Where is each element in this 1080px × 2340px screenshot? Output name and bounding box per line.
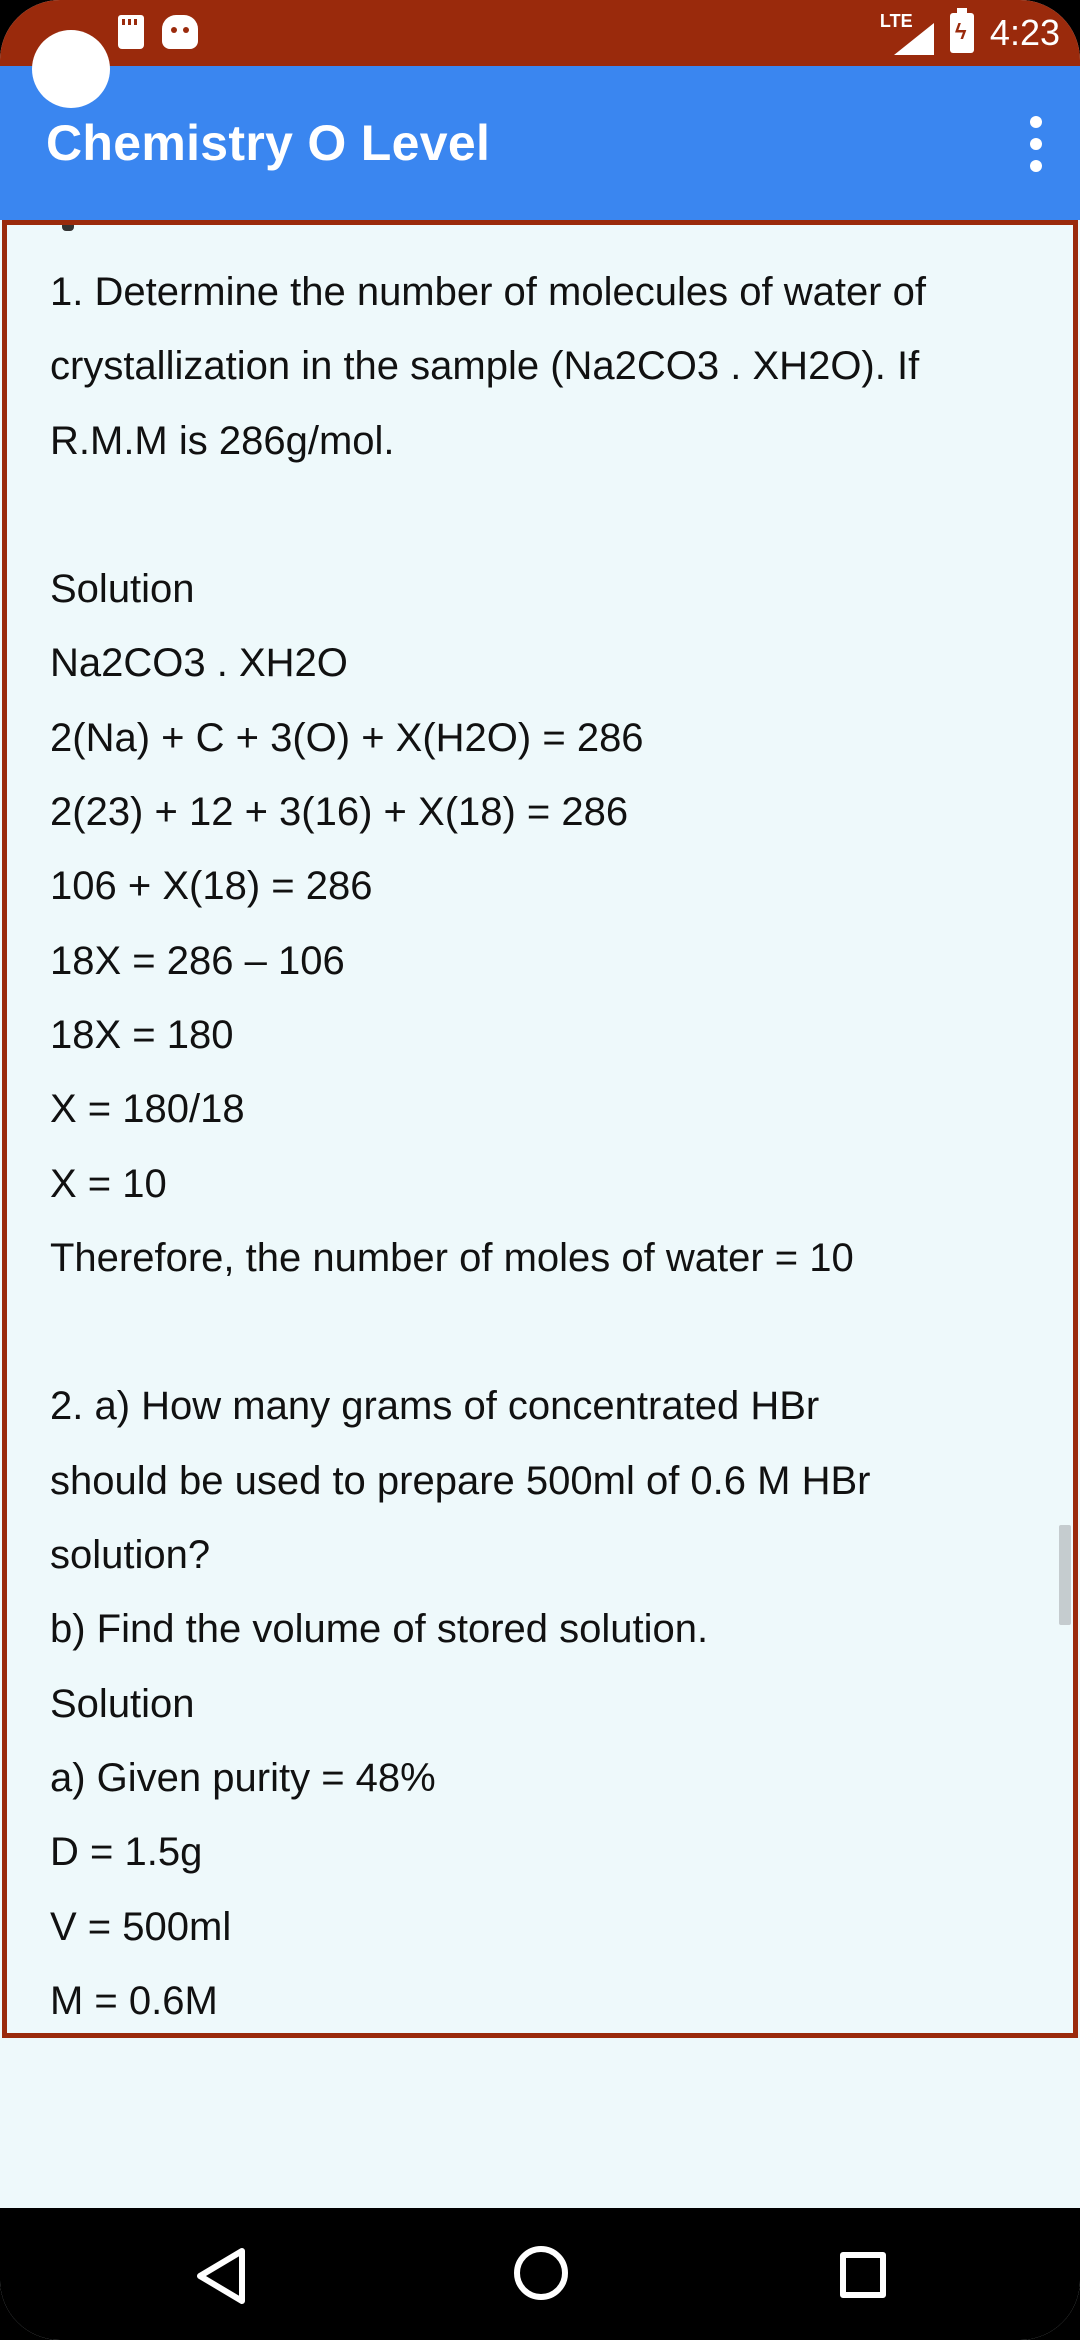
content-scroll-view[interactable] <box>2 220 1078 2038</box>
text-line: 1. Determine the number of molecules of water of <box>50 270 926 314</box>
status-bar <box>0 0 1080 66</box>
text-line: 2(23) + 12 + 3(16) + X(18) = 286 <box>50 790 629 835</box>
navigation-bar <box>0 2208 1080 2340</box>
text-line: solution? <box>50 1533 211 1578</box>
empty-area <box>0 2038 1080 2208</box>
more-vert-icon[interactable] <box>1018 116 1054 176</box>
text-line: Therefore, the number of moles of water = 10 <box>50 1235 854 1280</box>
battery-charging-icon: ϟ <box>950 13 974 53</box>
app-title: Chemistry O Level <box>46 115 491 171</box>
text-line: Solution <box>50 1681 195 1726</box>
android-bot-icon <box>162 15 198 49</box>
signal-icon <box>880 11 934 55</box>
text-line: crystallization in the sample (Na2CO3 . XH2O). If <box>50 344 920 389</box>
blank-line <box>50 1295 1040 1369</box>
text-line: X = 180/18 <box>50 1087 245 1132</box>
back-icon[interactable] <box>194 2246 248 2306</box>
recents-icon[interactable] <box>840 2252 886 2298</box>
text-line: R.M.M is 286g/mol. <box>50 418 395 463</box>
home-icon[interactable] <box>514 2246 568 2300</box>
text-line: 2(Na) + C + 3(O) + X(H2O) = 286 <box>50 715 644 760</box>
text-line: b) Find the volume of stored solution. <box>50 1607 709 1652</box>
text-line: 18X = 180 <box>50 1012 234 1057</box>
text-line: M = 0.6M <box>50 1978 218 2023</box>
status-time: 4:23 <box>989 12 1060 53</box>
network-type: LTE <box>879 11 913 31</box>
camera-cutout <box>32 30 110 108</box>
text-line: Na2CO3 . XH2O <box>50 641 348 686</box>
text-line: D = 1.5g <box>50 1830 203 1875</box>
blank-line <box>50 478 1040 552</box>
text-line: a) Given purity = 48% <box>50 1755 436 1800</box>
text-line: should be used to prepare 500ml of 0.6 M HBr <box>50 1458 871 1503</box>
text-line: V = 500ml <box>50 1904 232 1949</box>
status-right-icons <box>880 8 1060 58</box>
text-line: 18X = 286 – 106 <box>50 938 345 983</box>
text-line: X = 10 <box>50 1161 167 1206</box>
text-line: 2. a) How many grams of concentrated HBr <box>50 1384 820 1429</box>
text-line: Solution <box>50 567 195 612</box>
app-bar <box>0 66 1080 220</box>
sd-card-icon <box>118 15 144 49</box>
scrollbar-thumb[interactable] <box>1059 1525 1071 1625</box>
article-text <box>50 255 1040 2038</box>
text-line: 106 + X(18) = 286 <box>50 864 373 909</box>
